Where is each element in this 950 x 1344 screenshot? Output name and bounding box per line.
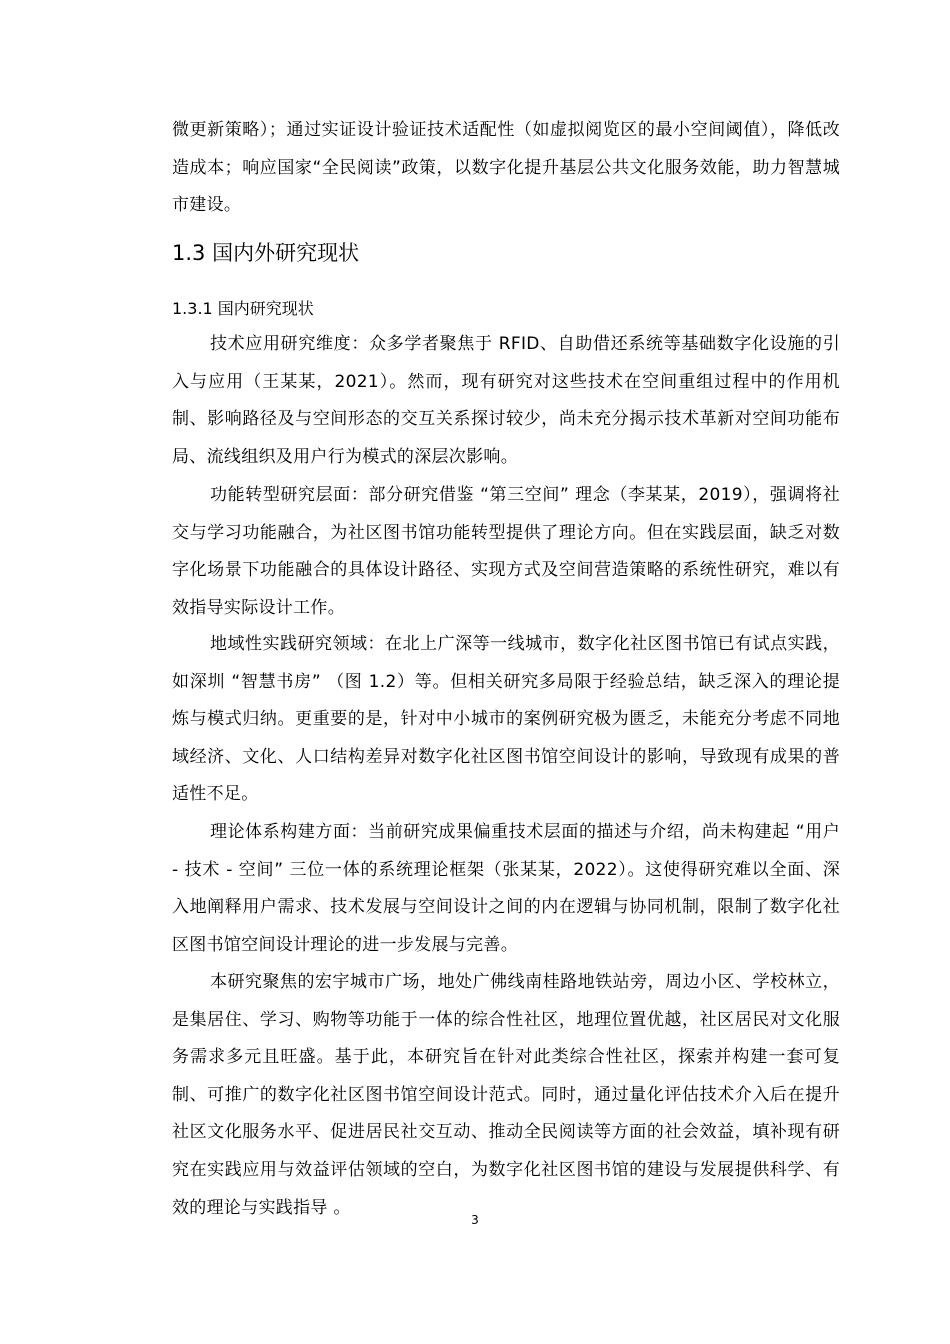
paragraph-functional-transformation: 功能转型研究层面：部分研究借鉴 “第三空间” 理念（李某某，2019），强调将社交与学习功能融合，为社区图书馆功能转型提供了理论方向。但在实践层面，缺乏对数字化场景下功能融合的具体设计路径、实现方式及空间营造策略的系统性研究，难以有效指导实际设计工作。 — [172, 485, 840, 618]
paragraph-technology-application: 技术应用研究维度：众多学者聚焦于 RFID、自助借还系统等基础数字化设施的引入与应用（王某某，2021）。然而，现有研究对这些技术在空间重组过程中的作用机制、影响路径及与空间形态的交互关系探讨较少，尚未充分揭示技术革新对空间功能布局、流线组织及用户行为模式的深层次影响。 — [172, 334, 840, 467]
paragraph-theoretical-system: 理论体系构建方面：当前研究成果偏重技术层面的描述与介绍，尚未构建起 “用户 - 技术 - 空间” 三位一体的系统理论框架（张某某，2022）。这使得研究难以全面、深入地阐释用户需求、技术发展与空间设计之间的内在逻辑与协同机制，限制了数字化社区图书馆空间设计理论的进一步发展与完善。 — [172, 822, 840, 955]
paragraph-research-site: 本研究聚焦的宏宇城市广场，地处广佛线南桂路地铁站旁，周边小区、学校林立，是集居住、学习、购物等功能于一体的综合性社区，地理位置优越，社区居民对文化服务需求多元且旺盛。基于此，本研究旨在针对此类综合性社区，探索并构建一套可复制、可推广的数字化社区图书馆空间设计范式。同时，通过量化评估技术介入后在提升社区文化服务水平、促进居民社交互动、推动全民阅读等方面的社会效益，填补现有研究在实践应用与效益评估领域的空白，为数字化社区图书馆的建设与发展提供科学、有效的理论与实践指导 。 — [172, 972, 840, 1218]
paragraph-regional-practice: 地域性实践研究领域：在北上广深等一线城市，数字化社区图书馆已有试点实践，如深圳 “智慧书房” （图 1.2）等。但相关研究多局限于经验总结，缺乏深入的理论提炼与模式归纳。更重要的是，针对中小城市的案例研究极为匮乏，未能充分考虑不同地域经济、文化、人口结构差异对数字化社区图书馆空间设计的影响，导致现有成果的普适性不足。 — [172, 634, 840, 805]
subsection-heading: 1.3.1 国内研究现状 — [172, 299, 314, 318]
section-heading: 1.3 国内外研究现状 — [172, 241, 360, 265]
page-number: 3 — [471, 1213, 479, 1227]
intro-paragraph: 微更新策略）；通过实证设计验证技术适配性（如虚拟阅览区的最小空间阈值），降低改造成本；响应国家“全民阅读”政策，以数字化提升基层公共文化服务效能，助力智慧城市建设。 — [172, 120, 840, 216]
